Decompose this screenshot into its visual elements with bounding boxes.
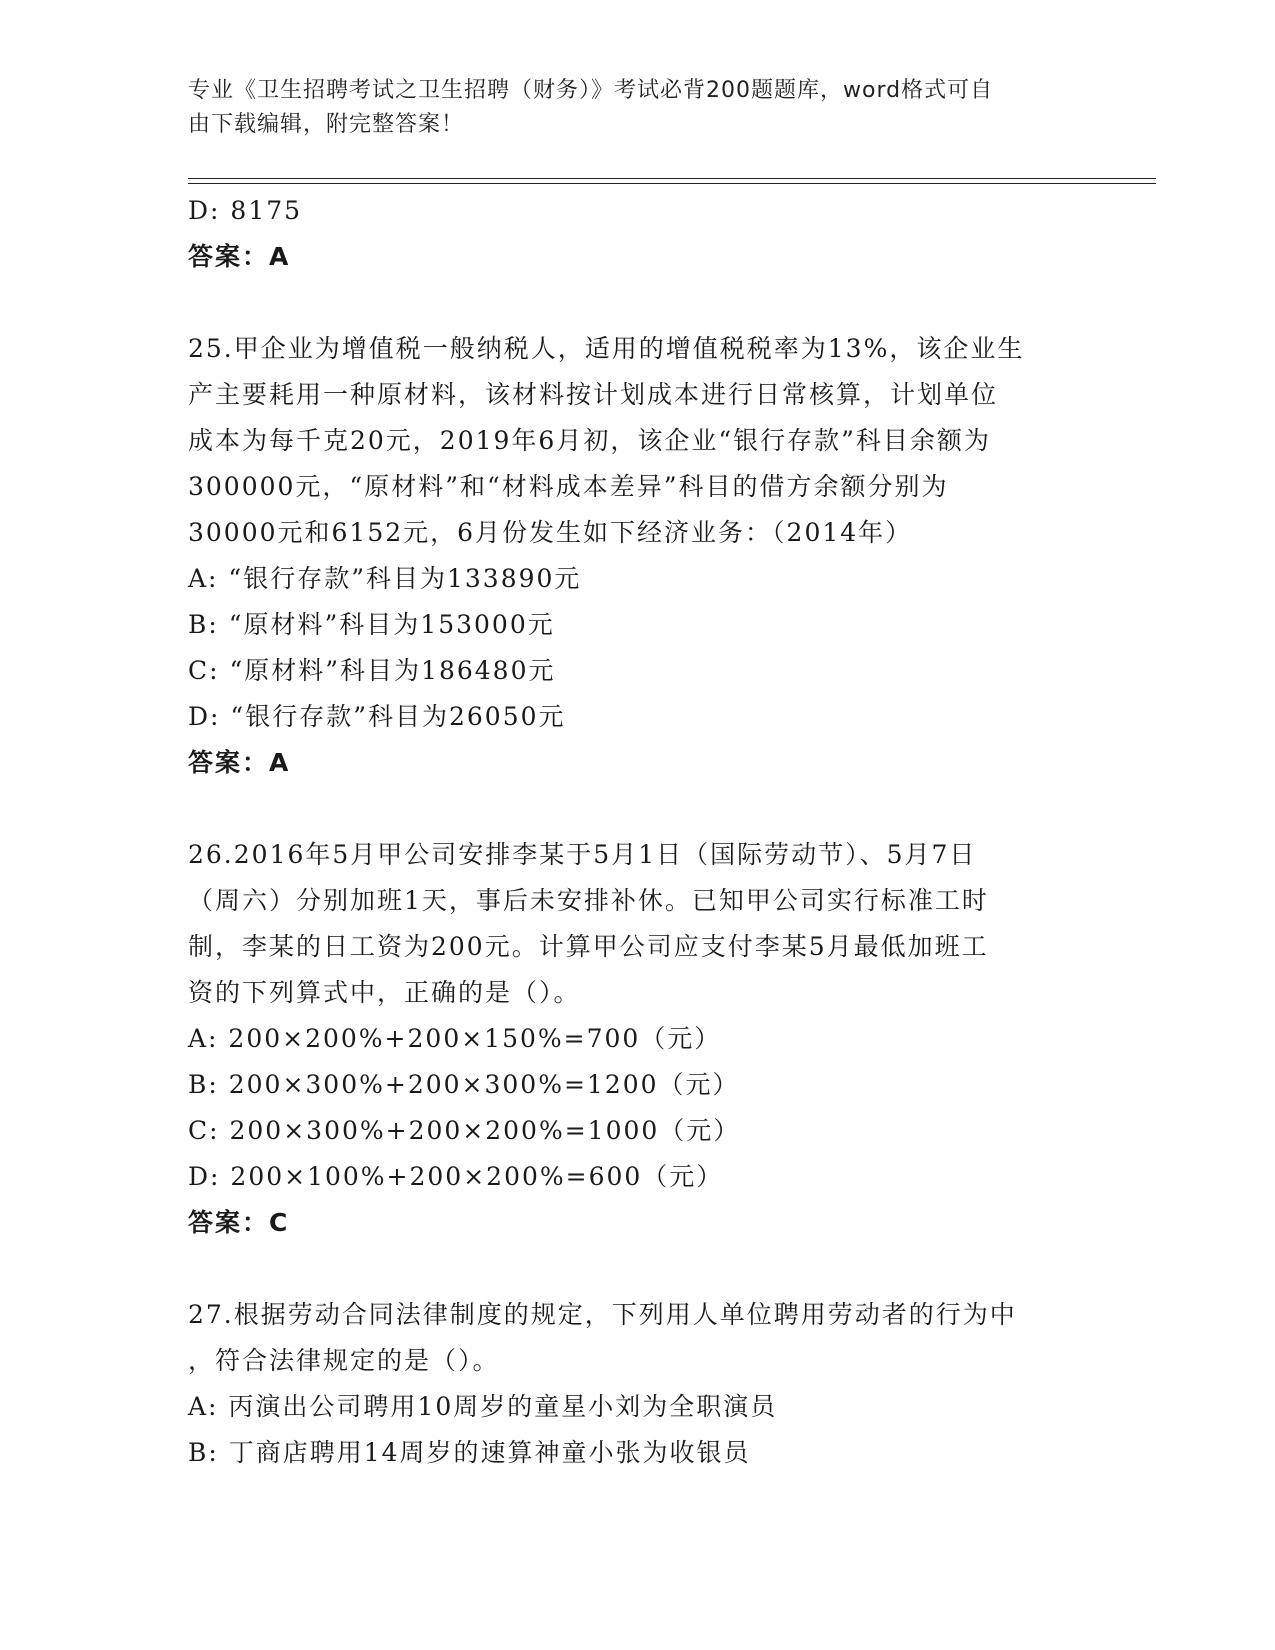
question-25 xyxy=(188,326,1088,786)
q26-option-c: C: 200×300%+200×200%=1000（元） xyxy=(188,1116,741,1145)
header-divider-top xyxy=(188,178,1156,179)
spacer xyxy=(188,280,1088,326)
q25-text-line: 产主要耗用一种原材料，该材料按计划成本进行日常核算，计划单位 xyxy=(188,380,999,409)
spacer xyxy=(188,786,1088,832)
q25-option-a: A: “银行存款”科目为133890元 xyxy=(188,564,582,593)
q25-text-line: 300000元，“原材料”和“材料成本差异”科目的借方余额分别为 xyxy=(188,472,949,501)
header-line-1: 专业《卫生招聘考试之卫生招聘（财务）》考试必背200题题库，word格式可自 xyxy=(188,78,994,103)
q27-option-a: A: 丙演出公司聘用10周岁的童星小刘为全职演员 xyxy=(188,1392,778,1421)
q25-text-line: 30000元和6152元，6月份发生如下经济业务：（2014年） xyxy=(188,518,913,547)
header-line-2: 由下载编辑，附完整答案！ xyxy=(188,112,465,137)
q25-text-line: 成本为每千克20元，2019年6月初，该企业“银行存款”科目余额为 xyxy=(188,426,991,455)
spacer xyxy=(188,1246,1088,1292)
q25-text-line: 25.甲企业为增值税一般纳税人，适用的增值税税率为13%，该企业生 xyxy=(188,334,1025,363)
q27-option-b: B: 丁商店聘用14周岁的速算神童小张为收银员 xyxy=(188,1438,751,1467)
q26-text-line: （周六）分别加班1天，事后未安排补休。已知甲公司实行标准工时 xyxy=(188,886,989,915)
q26-option-d: D: 200×100%+200×200%=600（元） xyxy=(188,1162,724,1191)
q26-text-line: 26.2016年5月甲公司安排李某于5月1日（国际劳动节）、5月7日 xyxy=(188,840,977,869)
q27-text-line: ，符合法律规定的是（）。 xyxy=(188,1346,500,1375)
prev-answer: 答案：A xyxy=(188,242,291,271)
q26-answer: 答案：C xyxy=(188,1208,290,1237)
prev-option-d: D: 8175 xyxy=(188,196,303,225)
q27-text-line: 27.根据劳动合同法律制度的规定，下列用人单位聘用劳动者的行为中 xyxy=(188,1300,1017,1329)
q26-text-line: 资的下列算式中，正确的是（）。 xyxy=(188,978,581,1007)
q25-option-c: C: “原材料”科目为186480元 xyxy=(188,656,556,685)
q25-answer: 答案：A xyxy=(188,748,291,777)
document-body xyxy=(188,188,1088,1476)
q25-option-d: D: “银行存款”科目为26050元 xyxy=(188,702,566,731)
q25-option-b: B: “原材料”科目为153000元 xyxy=(188,610,555,639)
header-divider-bottom xyxy=(188,183,1156,184)
document-header xyxy=(188,74,1088,142)
question-26 xyxy=(188,832,1088,1246)
q26-text-line: 制，李某的日工资为200元。计算甲公司应支付李某5月最低加班工 xyxy=(188,932,989,961)
question-27 xyxy=(188,1292,1088,1476)
q26-option-a: A: 200×200%+200×150%=700（元） xyxy=(188,1024,722,1053)
q26-option-b: B: 200×300%+200×300%=1200（元） xyxy=(188,1070,740,1099)
